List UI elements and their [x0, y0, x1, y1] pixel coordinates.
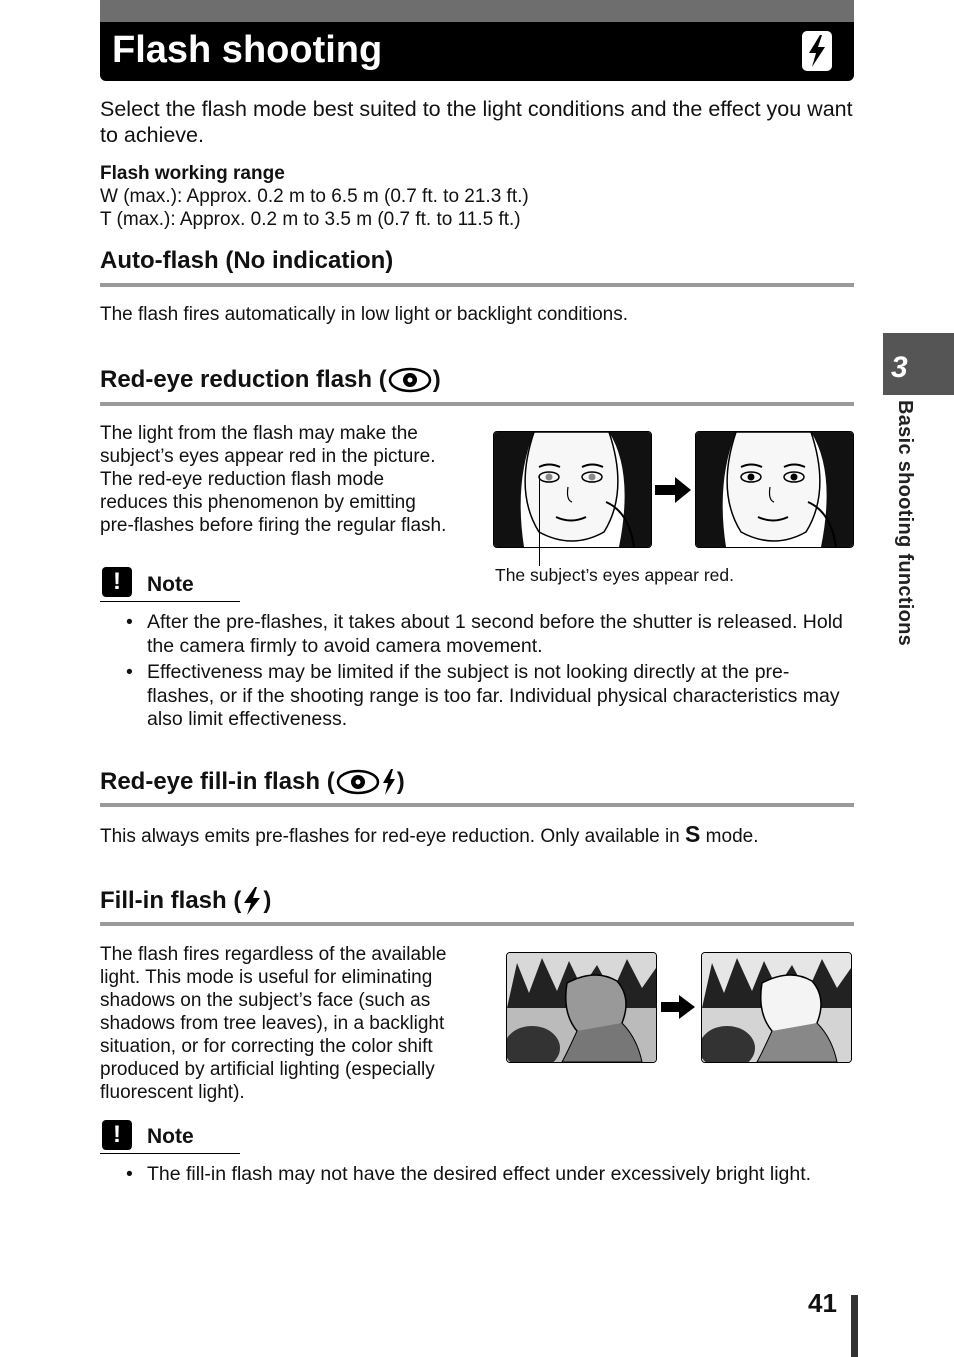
fillin-heading-suffix: )	[263, 887, 272, 914]
redeye-fill-heading-wrap	[100, 767, 405, 797]
redeye-heading-prefix: Red-eye reduction flash (	[100, 366, 387, 393]
note-label: Note	[147, 1125, 194, 1148]
fillin-line-5: situation, or for correcting the color shift	[100, 1036, 433, 1057]
redeye-fill-body	[100, 823, 854, 848]
title-top-strip	[100, 0, 854, 22]
list-item: • Effectiveness may be limited if the subject is not looking directly at the pre-flashes, or if the shooting range is too far. Individual physical characteristics may also limit effectiveness.	[100, 661, 854, 732]
range-heading: Flash working range	[100, 163, 285, 184]
flash-icon	[802, 31, 832, 71]
redeye-line-1: The light from the flash may make the	[100, 423, 418, 444]
range-w: W (max.): Approx. 0.2 m to 6.5 m (0.7 ft. to 21.3 ft.)	[100, 186, 529, 207]
fillin-photo-before	[506, 952, 657, 1063]
page-title: Flash shooting	[112, 29, 383, 71]
auto-flash-body: The flash fires automatically in low light or backlight conditions.	[100, 304, 629, 325]
note-label: Note	[147, 573, 194, 596]
chapter-number: 3	[891, 351, 908, 384]
note-list-2	[100, 1163, 854, 1190]
note-underline	[100, 601, 240, 602]
flash-bolt-icon	[241, 886, 263, 916]
fillin-line-7: fluorescent light).	[100, 1082, 245, 1103]
redeye-caption: The subject’s eyes appear red.	[495, 565, 734, 585]
note-underline	[100, 1153, 240, 1154]
redeye-line-5: pre-flashes before firing the regular flash.	[100, 515, 447, 536]
auto-flash-rule	[100, 283, 854, 287]
exclamation-icon: !	[102, 567, 132, 597]
redeye-fill-heading-prefix: Red-eye fill-in flash (	[100, 768, 335, 795]
redeye-heading-suffix: )	[432, 366, 441, 393]
redeye-caption-wrap	[495, 564, 734, 587]
redeye-fill-rule	[100, 803, 854, 807]
fillin-photo-after	[701, 952, 852, 1063]
fillin-line-4: shadows from tree leaves), in a backlight	[100, 1013, 445, 1034]
exclamation-icon: !	[102, 1120, 132, 1150]
intro-text: Select the flash mode best suited to the light conditions and the effect you want to achieve.	[100, 97, 853, 147]
list-item: • The fill-in flash may not have the desired effect under excessively bright light.	[100, 1163, 854, 1187]
redeye-rule	[100, 402, 854, 406]
redeye-fill-heading-suffix: )	[396, 768, 405, 795]
redeye-body	[100, 422, 480, 537]
chapter-label: Basic shooting functions	[894, 400, 916, 647]
chapter-tab	[883, 333, 954, 395]
fillin-line-1: The flash fires regardless of the available	[100, 944, 447, 965]
redeye-photo-after	[695, 431, 854, 548]
redeye-photo-before	[493, 431, 652, 548]
note-list-1	[100, 611, 854, 735]
eye-icon	[387, 365, 433, 395]
list-item: • After the pre-flashes, it takes about 1 second before the shutter is released. Hold the camera firmly to avoid camera movement.	[100, 611, 854, 658]
redeye-line-2: subject’s eyes appear red in the picture.	[100, 446, 436, 467]
fillin-line-6: produced by artificial lighting (especially	[100, 1059, 435, 1080]
arrow-right-icon	[655, 477, 691, 508]
fillin-heading-wrap	[100, 886, 271, 916]
auto-flash-body-wrap	[100, 303, 854, 326]
caption-leader-line	[539, 476, 540, 566]
fillin-line-2: light. This mode is useful for eliminating	[100, 967, 433, 988]
redeye-fill-body-suffix: mode.	[705, 826, 759, 847]
page-bar	[851, 1295, 858, 1357]
fillin-heading-prefix: Fill-in flash (	[100, 887, 242, 914]
fillin-rule	[100, 922, 854, 926]
page-number: 41	[808, 1288, 837, 1318]
intro	[100, 96, 854, 148]
auto-flash-heading: Auto-flash (No indication)	[100, 247, 394, 274]
fillin-line-3: shadows on the subject’s face (such as	[100, 990, 431, 1011]
arrow-right-icon	[661, 995, 695, 1024]
redeye-line-3: The red-eye reduction flash mode	[100, 469, 385, 490]
range-t: T (max.): Approx. 0.2 m to 3.5 m (0.7 ft. to 11.5 ft.)	[100, 209, 521, 230]
eye-icon	[335, 767, 381, 797]
redeye-line-4: reduces this phenomenon by emitting	[100, 492, 416, 513]
redeye-fill-body-prefix: This always emits pre-flashes for red-eye reduction. Only available in	[100, 826, 680, 847]
redeye-heading-wrap	[100, 365, 441, 395]
auto-flash-heading-wrap	[100, 246, 393, 276]
flash-bolt-icon	[381, 768, 397, 796]
flash-range	[100, 162, 854, 231]
fillin-body	[100, 943, 480, 1104]
mode-letter: S	[685, 821, 701, 847]
title-bar	[100, 0, 854, 81]
